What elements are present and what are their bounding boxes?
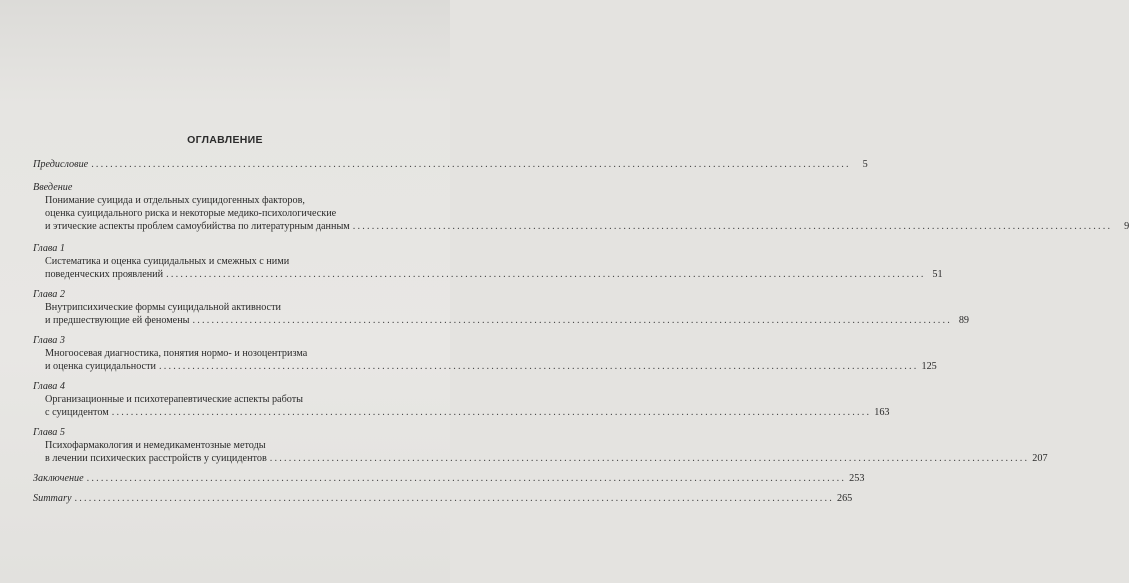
toc-heading: Заключение	[33, 473, 84, 484]
leader-dots: ................................................................................................................................................................	[158, 361, 919, 372]
leader-dots: ................................................................................................................................................................	[269, 453, 1030, 464]
toc-line: Организационные и психотерапевтические аспекты работы	[45, 394, 304, 405]
leader-dots: ................................................................................................................................................................	[192, 315, 952, 326]
page-number: 51	[932, 269, 943, 280]
toc-entry-chapter-2	[33, 288, 969, 327]
toc-line: поведенческих проявлений	[45, 269, 164, 280]
toc-entry-chapter-5	[33, 426, 1048, 465]
page-number: 265	[836, 493, 853, 504]
page-number: 89	[958, 315, 969, 326]
toc-entry-introduction	[33, 181, 1129, 233]
toc-entry-preface	[33, 158, 868, 171]
page-number: 253	[849, 473, 865, 484]
toc-line: и оценка суицидальности	[45, 361, 156, 372]
leader-dots: ................................................................................................................................................................	[111, 407, 872, 418]
toc-line: Понимание суицида и отдельных суицидогенных факторов,	[45, 195, 305, 206]
toc-entry-summary	[33, 492, 853, 505]
toc-line: Систематика и оценка суицидальных и смежных с ними	[45, 256, 290, 267]
toc-line: Многоосевая диагностика, понятия нормо- и нозоцентризма	[45, 348, 308, 359]
page-number: 125	[921, 361, 937, 372]
toc-heading: Глава 2	[33, 289, 65, 300]
toc-heading: Глава 4	[33, 381, 65, 392]
toc-line: и предшествующие ей феномены	[45, 315, 190, 326]
toc-heading: Глава 5	[33, 427, 65, 438]
leader-dots: ................................................................................................................................................................	[86, 473, 847, 484]
toc-entry-chapter-3	[33, 334, 937, 373]
toc-heading: Глава 3	[33, 335, 65, 346]
toc-heading: Введение	[33, 182, 73, 193]
page-number: 5	[862, 159, 868, 170]
toc-line: в лечении психических расстройств у суицидентов	[45, 453, 267, 464]
toc-heading: Предисловие	[33, 159, 89, 170]
toc-entry-chapter-1	[33, 242, 943, 281]
page-number: 207	[1032, 453, 1048, 464]
leader-dots: ................................................................................................................................................................	[91, 159, 851, 170]
toc-line: и этические аспекты проблем самоубийства по литературным данным	[45, 221, 350, 232]
toc-entry-conclusion	[33, 472, 865, 485]
page-number: 163	[874, 407, 890, 418]
toc-heading: Глава 1	[33, 243, 65, 254]
toc-line: оценка суицидального риска и некоторые медико-психологические	[45, 208, 337, 219]
page-number: 9	[1124, 221, 1129, 232]
toc-heading: Summary	[33, 493, 72, 504]
toc-line: с суицидентом	[45, 407, 109, 418]
leader-dots: ................................................................................................................................................................	[166, 269, 926, 280]
leader-dots: ................................................................................................................................................................	[74, 493, 834, 504]
page-title: ОГЛАВЛЕНИЕ	[187, 134, 263, 146]
leader-dots: ................................................................................................................................................................	[352, 221, 1113, 232]
toc-line: Психофармакология и немедикаментозные методы	[45, 440, 266, 451]
toc-line: Внутрипсихические формы суицидальной активности	[45, 302, 281, 313]
toc-entry-chapter-4	[33, 380, 890, 419]
